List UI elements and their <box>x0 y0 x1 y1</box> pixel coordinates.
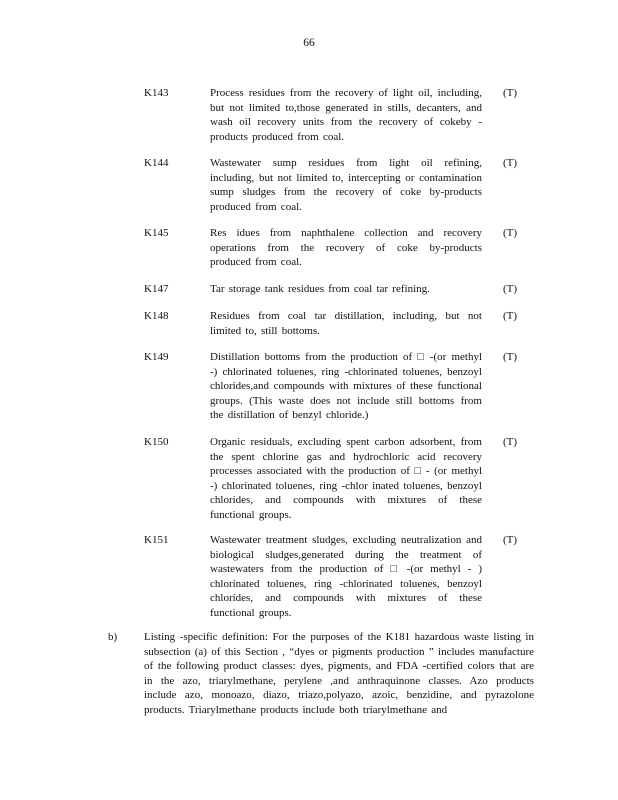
hazard-code: (T) <box>503 227 518 239</box>
waste-code: K148 <box>144 310 169 322</box>
waste-code: K143 <box>144 87 169 99</box>
hazard-code: (T) <box>503 310 518 322</box>
subsection-label: b) <box>108 631 118 643</box>
waste-code: K151 <box>144 534 169 546</box>
waste-description: Residues from coal tar distillation, including, but not limited to, still bottoms. <box>210 310 482 337</box>
hazard-code: (T) <box>503 157 518 169</box>
hazard-code: (T) <box>503 87 518 99</box>
waste-code: K145 <box>144 227 169 239</box>
page-number: 66 <box>303 37 315 49</box>
hazard-code: (T) <box>503 436 518 448</box>
waste-description: Tar storage tank residues from coal tar refining. <box>210 283 430 295</box>
waste-description: Process residues from the recovery of light oil, including, but not limited to,those generated in stills, decanters, and wash oil recovery units from the recovery of cokeby - products produced from coal. <box>210 87 482 143</box>
hazard-code: (T) <box>503 283 518 295</box>
waste-description: Distillation bottoms from the production of □ -(or methyl -) chlorinated toluenes, ring -chlorinated toluenes, benzoyl chlorides,and compounds with mixtures of these functional groups. (This waste does not include still bottoms from the distillation of benzyl chloride.) <box>210 351 482 421</box>
waste-description: Wastewater sump residues from light oil refining, including, but not limited to, intercepting or contamination sump sludges from the recovery of coke by-products produced from coal. <box>210 157 482 213</box>
hazard-code: (T) <box>503 351 518 363</box>
subsection-text: Listing -specific definition: For the purposes of the K181 hazardous waste listing in subsection (a) of this Section , “dyes or pigments production ” includes manufacture of the following product classes: dyes, pigments, and FDA -certified colors that are in the azo, triarylmethane, perylene ,and anthraquinone classes. Azo products include azo, monoazo, diazo, triazo,polyazo, azoic, benzidine, and pyrazolone products. Triarylmethane products include both triarylmethane and <box>144 631 534 716</box>
waste-description: Wastewater treatment sludges, excluding neutralization and biological sludges,generated during the treatment of wastewaters from the production of □ -(or methyl - ) chlorinated toluenes, ring -chlorinated toluenes, benzoyl chlorides, and compounds with mixtures of these functional groups. <box>210 534 482 619</box>
waste-code: K150 <box>144 436 169 448</box>
waste-code: K144 <box>144 157 169 169</box>
hazard-code: (T) <box>503 534 518 546</box>
waste-code: K149 <box>144 351 169 363</box>
waste-description: Res idues from naphthalene collection and recovery operations from the recovery of coke by-products produced from coal. <box>210 227 482 268</box>
waste-code: K147 <box>144 283 169 295</box>
waste-description: Organic residuals, excluding spent carbon adsorbent, from the spent chlorine gas and hydrochloric acid recovery processes associated with the production of □ - (or methyl -) chlorinated toluenes, ring -chlor inated toluenes, benzoyl chlorides, and compounds with mixtures of these functional groups. <box>210 436 482 521</box>
